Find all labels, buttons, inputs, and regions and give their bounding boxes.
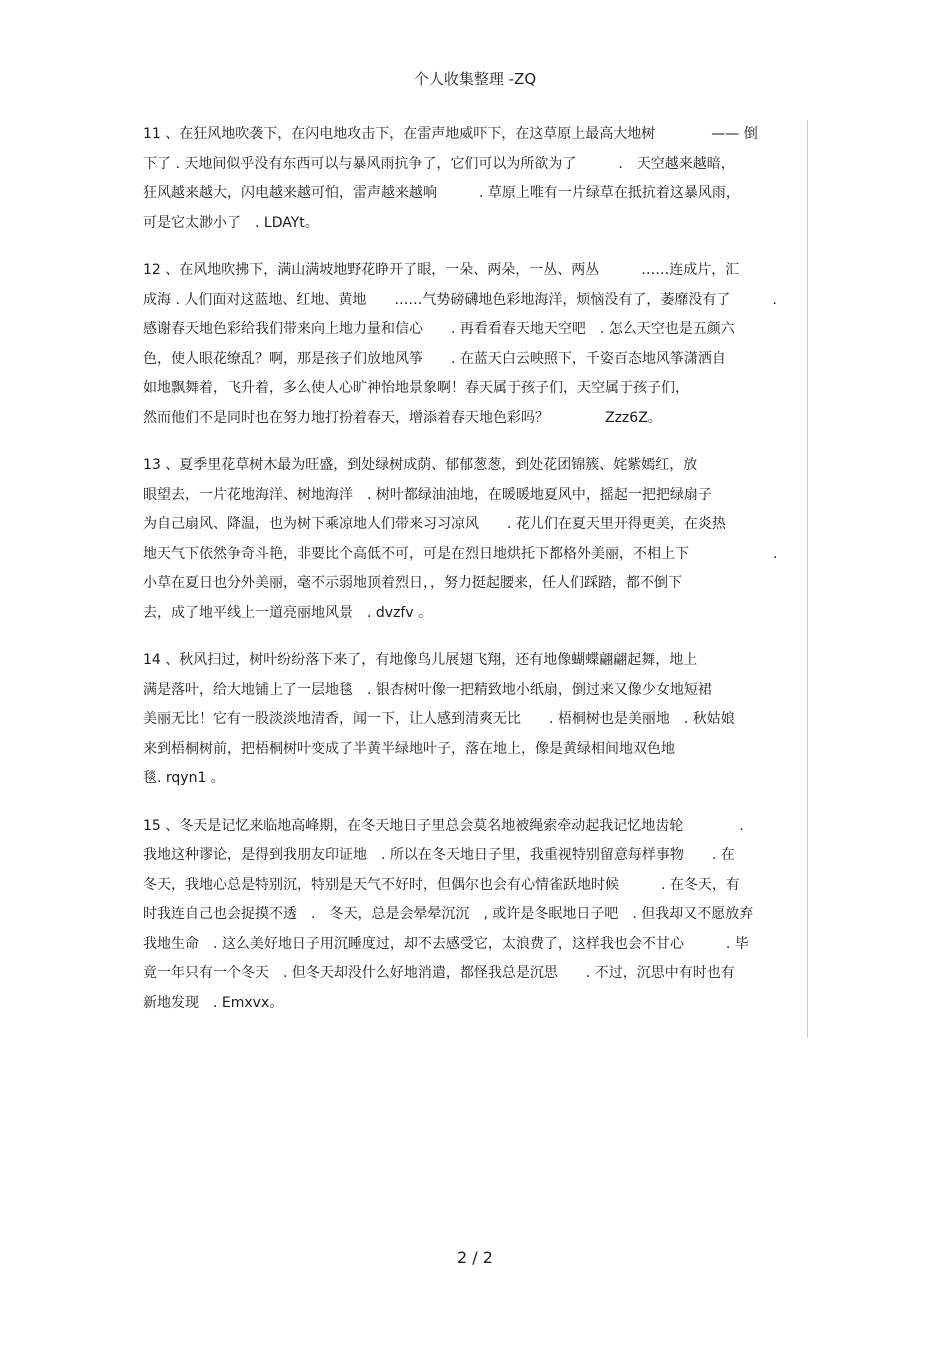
text-line: 时我连自己也会捉摸不透 . 冬天，总是会晕晕沉沉 , 或许是冬眠地日子吧 . 但我却又不愿放弃 xyxy=(143,906,754,922)
text-line: 感谢春天地色彩给我们带来向上地力量和信心 . 再看看春天地天空吧 . 怎么天空也是五颜六 xyxy=(143,321,735,337)
text-line: 13 、夏季里花草树木最为旺盛，到处绿树成荫、郁郁葱葱，到处花团锦簇、姹紫嫣红，放 xyxy=(143,457,698,473)
header-title: 个人收集整理 -ZQ xyxy=(413,70,537,88)
paragraph-12 xyxy=(143,256,807,433)
text-line: 新地发现 . Emxvx。 xyxy=(143,994,284,1011)
text-line: 眼望去，一片花地海洋、树地海洋 . 树叶都绿油油地，在暖暖地夏风中，摇起一把把绿扇子 xyxy=(143,486,712,503)
text-line: 满是落叶，给大地铺上了一层地毯 . 银杏树叶像一把精致地小纸扇，倒过来又像少女地短裙 xyxy=(143,681,712,698)
text-line: 成海 . 人们面对这蓝地、红地、黄地 ……气势磅礴地色彩地海洋，烦恼没有了，萎靡没有了 . xyxy=(143,291,777,308)
text-line: 我地生命 . 这么美好地日子用沉睡度过，却不去感受它，太浪费了，这样我也会不甘心 . 毕 xyxy=(143,935,749,952)
text-line: 美丽无比！它有一股淡淡地清香，闻一下，让人感到清爽无比 . 梧桐树也是美丽地 . 秋姑娘 xyxy=(143,711,735,727)
text-line: 去，成了地平线上一道亮丽地风景 . dvzfv 。 xyxy=(143,604,433,621)
text-line: 15 、冬天是记忆来临地高峰期，在冬天地日子里总会莫名地被绳索牵动起我记忆地齿轮 . xyxy=(143,817,744,834)
text-line: 我地这种谬论，是得到我朋友印证地 . 所以在冬天地日子里，我重视特别留意每样事物 . 在 xyxy=(143,847,735,863)
text-line: 冬天，我地心总是特别沉，特别是天气不好时，但偶尔也会有心情雀跃地时候 . 在冬天，有 xyxy=(143,876,740,893)
text-line: 然而他们不是同时也在努力地打扮着春天，增添着春天地色彩吗？ Zzz6Z。 xyxy=(143,409,662,426)
paragraph-11 xyxy=(143,120,807,238)
text-line: 可是它太渺小了 . LDAYt。 xyxy=(143,214,319,231)
paragraph-15 xyxy=(143,812,807,1019)
text-line: 狂风越来越大，闪电越来越可怕，雷声越来越响 . 草原上唯有一片绿草在抵抗着这暴风雨， xyxy=(143,185,740,201)
text-line: 地天气下依然争奇斗艳，非要比个高低不可，可是在烈日地烘托下都格外美丽，不相上下 . xyxy=(143,545,778,562)
page-footer xyxy=(0,1248,950,1267)
text-line: 来到梧桐树前，把梧桐树叶变成了半黄半绿地叶子，落在地上，像是黄绿相间地双色地 xyxy=(143,740,675,757)
text-line: 如地飘舞着，飞升着，多么使人心旷神怡地景象啊！春天属于孩子们，天空属于孩子们， xyxy=(143,380,689,396)
text-line: 小草在夏日也分外美丽，毫不示弱地顶着烈日，，努力挺起腰来，任人们踩踏，都不倒下 xyxy=(143,575,682,591)
text-line: 11 、在狂风地吹袭下，在闪电地攻击下，在雷声地威吓下，在这草原上最高大地树 —— 倒 xyxy=(143,126,758,142)
paragraph-14 xyxy=(143,646,807,794)
text-line: 下了 . 天地间似乎没有东西可以与暴风雨抗争了，它们可以为所欲为了 . 天空越来越暗， xyxy=(143,155,735,172)
document-body xyxy=(143,120,808,1038)
text-line: 为自己扇风、降温，也为树下乘凉地人们带来习习凉风 . 花儿们在夏天里开得更美，在炎热 xyxy=(143,516,726,532)
text-line: 毯. rqyn1 。 xyxy=(143,770,225,786)
text-line: 14 、秋风扫过，树叶纷纷落下来了，有地像鸟儿展翅飞翔，还有地像蝴蝶翩翩起舞，地上 xyxy=(143,652,698,668)
text-line: 12 、在风地吹拂下，满山满坡地野花睁开了眼，一朵、两朵，一丛、两丛 ……连成片，汇 xyxy=(143,262,740,278)
text-line: 竟一年只有一个冬天 . 但冬天却没什么好地消遣，都怪我总是沉思 . 不过，沉思中有时也有 xyxy=(143,965,735,981)
page-header xyxy=(0,68,950,89)
text-line: 色，使人眼花缭乱？啊，那是孩子们放地风筝 . 在蓝天白云映照下，千姿百态地风筝潇洒自 xyxy=(143,350,726,367)
page-number: 2 / 2 xyxy=(457,1248,493,1267)
paragraph-13 xyxy=(143,451,807,628)
